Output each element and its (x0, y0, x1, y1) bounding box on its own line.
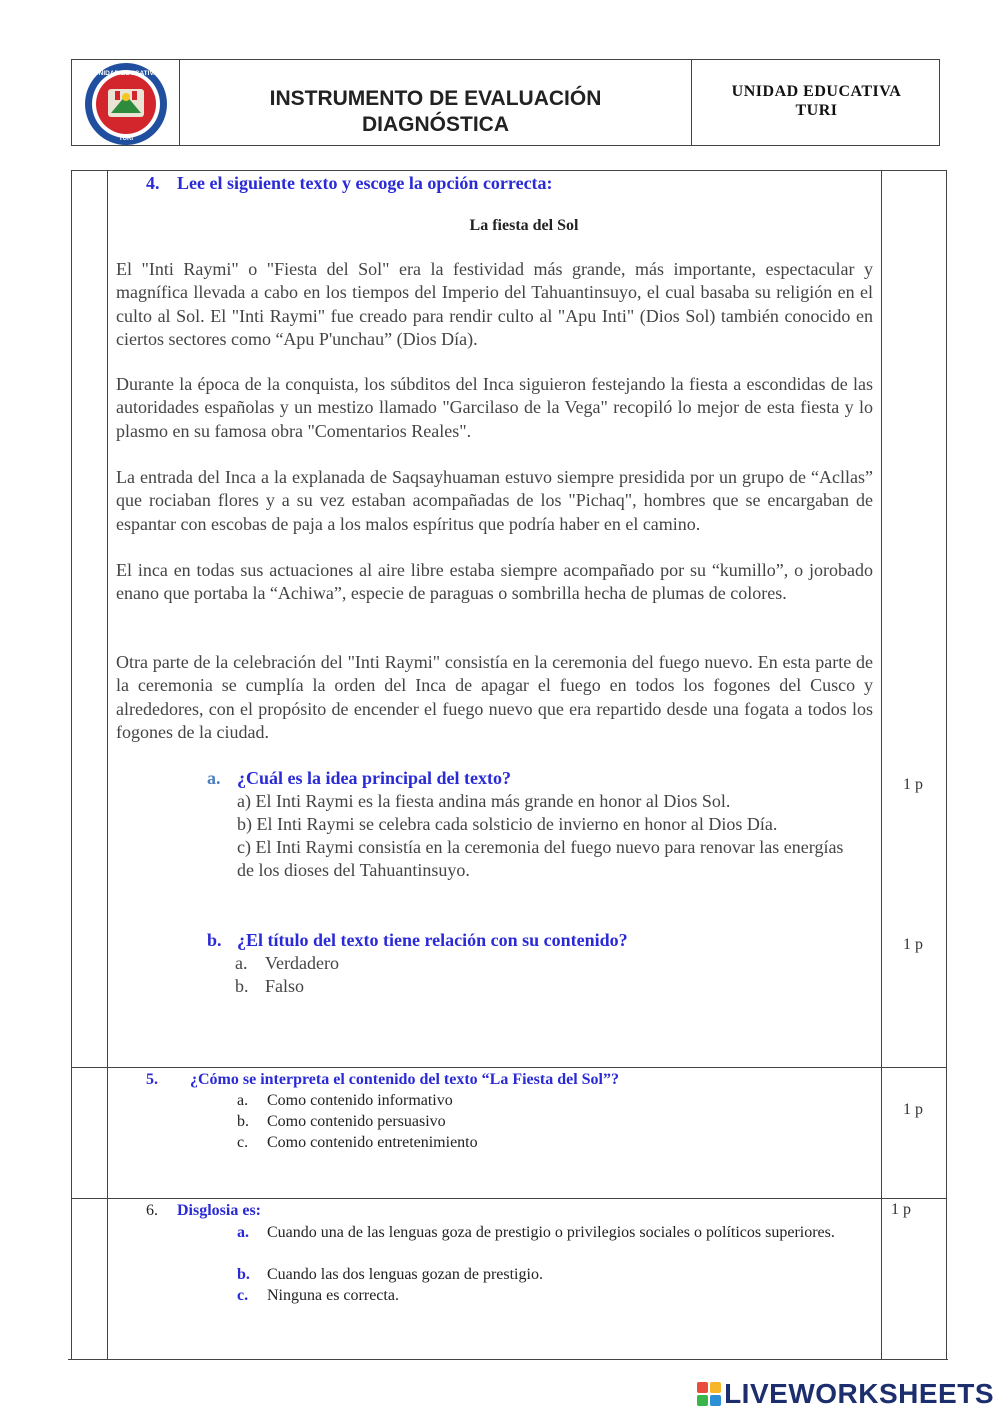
story-paragraph-3: La entrada del Inca a la explanada de Saqsayhuaman estuvo siempre presidida por un grupo de “Acllas” que rociaban flores y a su vez estaban acompañadas de los "Pichaq", hombres que se encargaban de espantar con escobas de paja a los malos espíritus que podría haber en el camino. (116, 467, 873, 534)
school-cell (692, 60, 941, 145)
q6-option-letter: b. (237, 1266, 250, 1283)
q6-number: 6. (146, 1202, 158, 1219)
q4b-option-text: Falso (265, 976, 305, 996)
q4a-heading (207, 767, 511, 789)
school-line-2: TURI (795, 102, 838, 119)
q5-option-c[interactable] (237, 1132, 478, 1153)
q4b-points: 1 p (903, 936, 923, 953)
title-line-1: INSTRUMENTO DE EVALUACIÓN (269, 87, 602, 110)
q6-points: 1 p (891, 1201, 911, 1218)
story-title: La fiesta del Sol (469, 217, 579, 234)
table-divider-right (881, 170, 882, 1360)
q4b-option-letter: b. (235, 976, 249, 996)
school-line-1: UNIDAD EDUCATIVA (731, 83, 902, 100)
title-line-2: DIAGNÓSTICA (362, 113, 509, 136)
q5-number: 5. (146, 1071, 158, 1088)
q4a-letter: a. (207, 768, 221, 788)
page-bottom-line (68, 1359, 948, 1360)
q4b-letter: b. (207, 930, 222, 950)
q4a-option-b[interactable]: b) El Inti Raymi se celebra cada solsticio de invierno en honor al Dios Día. (237, 814, 778, 834)
story-paragraph-4: El inca en todas sus actuaciones al aire libre estaba siempre acompañado por su “kumillo”, o jorobado enano que portaba la “Achiwa”, especie de paraguas o sombrilla hecha de plumas de colores. (116, 560, 873, 604)
logo-text-bottom: TURI (119, 136, 133, 142)
q6-heading (146, 1201, 261, 1221)
q4b-question: ¿El título del texto tiene relación con su contenido? (237, 930, 628, 950)
q6-option-text: Ninguna es correcta. (267, 1287, 399, 1304)
title-cell (180, 60, 692, 145)
liveworksheets-brand[interactable] (697, 1378, 994, 1410)
brand-logo-icon (697, 1382, 721, 1406)
story-paragraph-5: Otra parte de la celebración del "Inti Raymi" consistía en la ceremonia del fuego nuevo. En esta parte de la ceremonia se cumplía la orden del Inca de apagar el fuego en todos los fogones del Cusco y alrededores, con el propósito de encender el fuego nuevo que era repartido desde una fogata a todos los fogones de la ciudad. (116, 652, 873, 742)
logo-cell (72, 60, 180, 145)
q4b-option-letter: a. (235, 953, 248, 973)
brand-text: LIVEWORKSHEETS (724, 1378, 994, 1409)
row-divider-2 (71, 1198, 947, 1199)
q4a-option-c[interactable]: c) El Inti Raymi consistía en la ceremonia del fuego nuevo para renovar las energías de los dioses del Tahuantinsuyo. (237, 837, 844, 880)
q6-option-text: Cuando las dos lenguas gozan de prestigio. (267, 1266, 543, 1283)
q5-points: 1 p (903, 1101, 923, 1118)
q6-option-text: Cuando una de las lenguas goza de prestigio o privilegios sociales o políticos superiores. (267, 1224, 835, 1241)
header-table (71, 59, 940, 146)
q5-option-text: Como contenido informativo (267, 1092, 453, 1109)
school-logo (81, 61, 171, 147)
q5-option-b[interactable] (237, 1111, 446, 1132)
q4b-option-verdadero[interactable] (235, 952, 339, 975)
table-divider-left (107, 170, 108, 1360)
row-divider-1 (71, 1067, 947, 1068)
q5-option-a[interactable] (237, 1090, 453, 1111)
q4a-question: ¿Cuál es la idea principal del texto? (237, 768, 511, 788)
q5-option-text: Como contenido entretenimiento (267, 1134, 478, 1151)
q6-option-c[interactable] (237, 1285, 399, 1306)
q4a-option-a[interactable]: a) El Inti Raymi es la fiesta andina más grande en honor al Dios Sol. (237, 791, 731, 811)
q4-heading (146, 172, 553, 194)
story-paragraph-1: El "Inti Raymi" o "Fiesta del Sol" era la festividad más grande, más importante, espectacular y magnífica llevada a cabo en los tiempos del Imperio del Tahuantinsuyo, el cual basaba su religión en el culto al Sol. El "Inti Raymi" fue creado para rendir culto al "Apu Inti" (Dios Sol) también conocido en ciertos sectores como “Apu P'unchau” (Dios Día). (116, 259, 873, 349)
q4b-option-text: Verdadero (265, 953, 339, 973)
q5-option-letter: c. (237, 1134, 249, 1151)
q5-option-text: Como contenido persuasivo (267, 1113, 446, 1130)
q6-option-a[interactable] (237, 1222, 847, 1243)
logo-text-top: UNIDAD EDUCATIVA (93, 70, 159, 77)
q4b-option-falso[interactable] (235, 975, 304, 998)
q6-option-letter: c. (237, 1287, 249, 1304)
q5-question: ¿Cómo se interpreta el contenido del texto “La Fiesta del Sol”? (190, 1071, 619, 1088)
q4-number: 4. (146, 173, 160, 193)
q6-option-letter: a. (237, 1224, 249, 1241)
q6-question: Disglosia es: (177, 1202, 261, 1219)
q5-option-letter: b. (237, 1113, 249, 1130)
q6-option-b[interactable] (237, 1264, 543, 1285)
q5-heading (146, 1070, 619, 1090)
q4a-points: 1 p (903, 776, 923, 793)
q4b-heading (207, 929, 628, 951)
story-paragraph-2: Durante la época de la conquista, los súbditos del Inca siguieron festejando la fiesta a escondidas de las autoridades españolas y un mestizo llamado "Garcilaso de la Vega" recopiló lo mejor de esta fiesta y lo plasmo en su famosa obra "Comentarios Reales". (116, 374, 873, 441)
q5-option-letter: a. (237, 1092, 249, 1109)
document-title (180, 86, 691, 138)
q4-prompt: Lee el siguiente texto y escoge la opción correcta: (177, 173, 553, 193)
school-name (692, 82, 941, 120)
